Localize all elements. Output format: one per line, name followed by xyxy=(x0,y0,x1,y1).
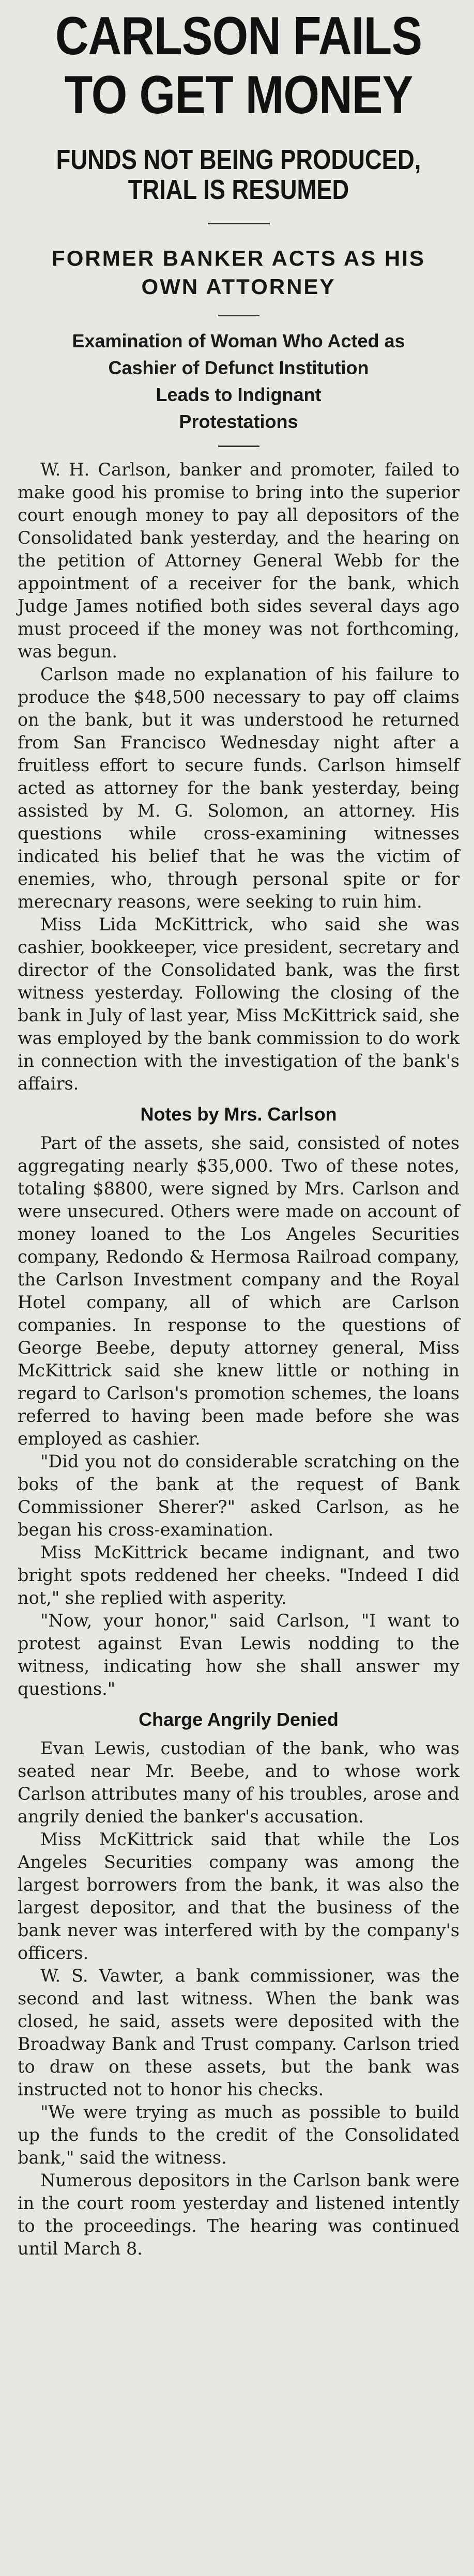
deck-primary-line-2: TRIAL IS RESUMED xyxy=(128,174,349,206)
paragraph: Numerous depositors in the Carlson bank were in the court room yesterday and listened intently to the proceedings. The hearing was continued until March 8. xyxy=(18,2170,460,2259)
headline-line-2: TO GET MONEY xyxy=(64,65,413,125)
deck-secondary xyxy=(18,244,460,301)
divider-rule xyxy=(208,223,270,224)
divider-rule xyxy=(218,446,259,447)
deck-tertiary xyxy=(18,328,460,436)
deck-tertiary-line-1: Examination of Woman Who Acted as xyxy=(72,330,405,351)
subheading: Charge Angrily Denied xyxy=(139,1709,339,1730)
deck-primary xyxy=(53,145,424,205)
paragraph: Evan Lewis, custodian of the bank, who was seated near Mr. Beebe, and to whose work Carlson attributes many of his troubles, arose and angrily denied the banker's accusation. xyxy=(18,1738,460,1827)
deck-secondary-line-2: OWN ATTORNEY xyxy=(141,274,336,299)
paragraph: Part of the assets, she said, consisted of notes aggregating nearly $35,000. Two of these notes, totaling $8800, were signed by Mrs. Carlson and were unsecured. Others were made on account of money loaned to the Los Angeles Securities company, Redondo & Hermosa Railroad company, the Carlson Investment company and the Royal Hotel company, all of which are Carlson companies. In response to the questions of George Beebe, deputy attorney general, Miss McKittrick said she knew little or nothing in regard to Carlson's promotion schemes, the loans referred to having been made before she was employed as cashier. xyxy=(18,1133,460,1449)
paragraph: Miss Lida McKittrick, who said she was cashier, bookkeeper, vice president, secretary and director of the Consolidated bank, was the first witness yesterday. Following the closing of the bank in July of last year, Miss McKittrick said, she was employed by the bank commission to do work in connection with the investigation of the bank's affairs. xyxy=(18,914,460,1094)
deck-secondary-line-1: FORMER BANKER ACTS AS HIS xyxy=(52,246,425,270)
paragraph: Miss McKittrick said that while the Los Angeles Securities company was among the largest borrowers from the bank, it was also the largest depositor, and that the business of the bank never was interfered with by the company's officers. xyxy=(18,1829,460,1963)
paragraph: Miss McKittrick became indignant, and two bright spots reddened her cheeks. "Indeed I did not," she replied with asperity. xyxy=(18,1542,460,1608)
subheading: Notes by Mrs. Carlson xyxy=(140,1103,337,1125)
paragraph: "We were trying as much as possible to build up the funds to the credit of the Consolidated bank," said the witness. xyxy=(18,2102,460,2168)
deck-tertiary-line-3: Leads to Indignant xyxy=(156,384,322,405)
paragraph: Carlson made no explanation of his failure to produce the $48,500 necessary to pay off claims on the bank, but it was understood he returned from San Francisco Wednesday night after a fruitless effort to secure funds. Carlson himself acted as attorney for the bank yesterday, being assisted by M. G. Solomon, an attorney. His questions while cross-examining witnesses indicated his belief that he was the victim of enemies, who, through personal spite or for merecnary reasons, were seeking to ruin him. xyxy=(18,664,460,912)
paragraph: W. H. Carlson, banker and promoter, failed to make good his promise to bring into the superior court enough money to pay all depositors of the Consolidated bank yesterday, and the hearing on the petition of Attorney General Webb for the appointment of a receiver for the bank, which Judge James notified both sides several days ago must proceed if the money was not forthcoming, was begun. xyxy=(18,459,460,662)
headline-line-1: CARLSON FAILS xyxy=(55,6,422,66)
deck-tertiary-line-2: Cashier of Defunct Institution xyxy=(108,357,369,378)
paragraph: W. S. Vawter, a bank commissioner, was the second and last witness. When the bank was closed, he said, assets were deposited with the Broadway Bank and Trust company. Carlson tried to draw on these assets, but the bank was instructed not to honor his checks. xyxy=(18,1965,460,2099)
paragraph: "Now, your honor," said Carlson, "I want to protest against Evan Lewis nodding to the witness, indicating how she shall answer my questions." xyxy=(18,1611,460,1699)
divider-rule xyxy=(218,315,259,316)
paragraph: "Did you not do considerable scratching on the boks of the bank at the request of Bank Commissioner Sherer?" asked Carlson, as he began his cross-examination. xyxy=(18,1451,460,1540)
deck-tertiary-line-4: Protestations xyxy=(179,411,298,433)
article-body xyxy=(18,458,460,2260)
deck-primary-line-1: FUNDS NOT BEING PRODUCED, xyxy=(56,144,421,175)
